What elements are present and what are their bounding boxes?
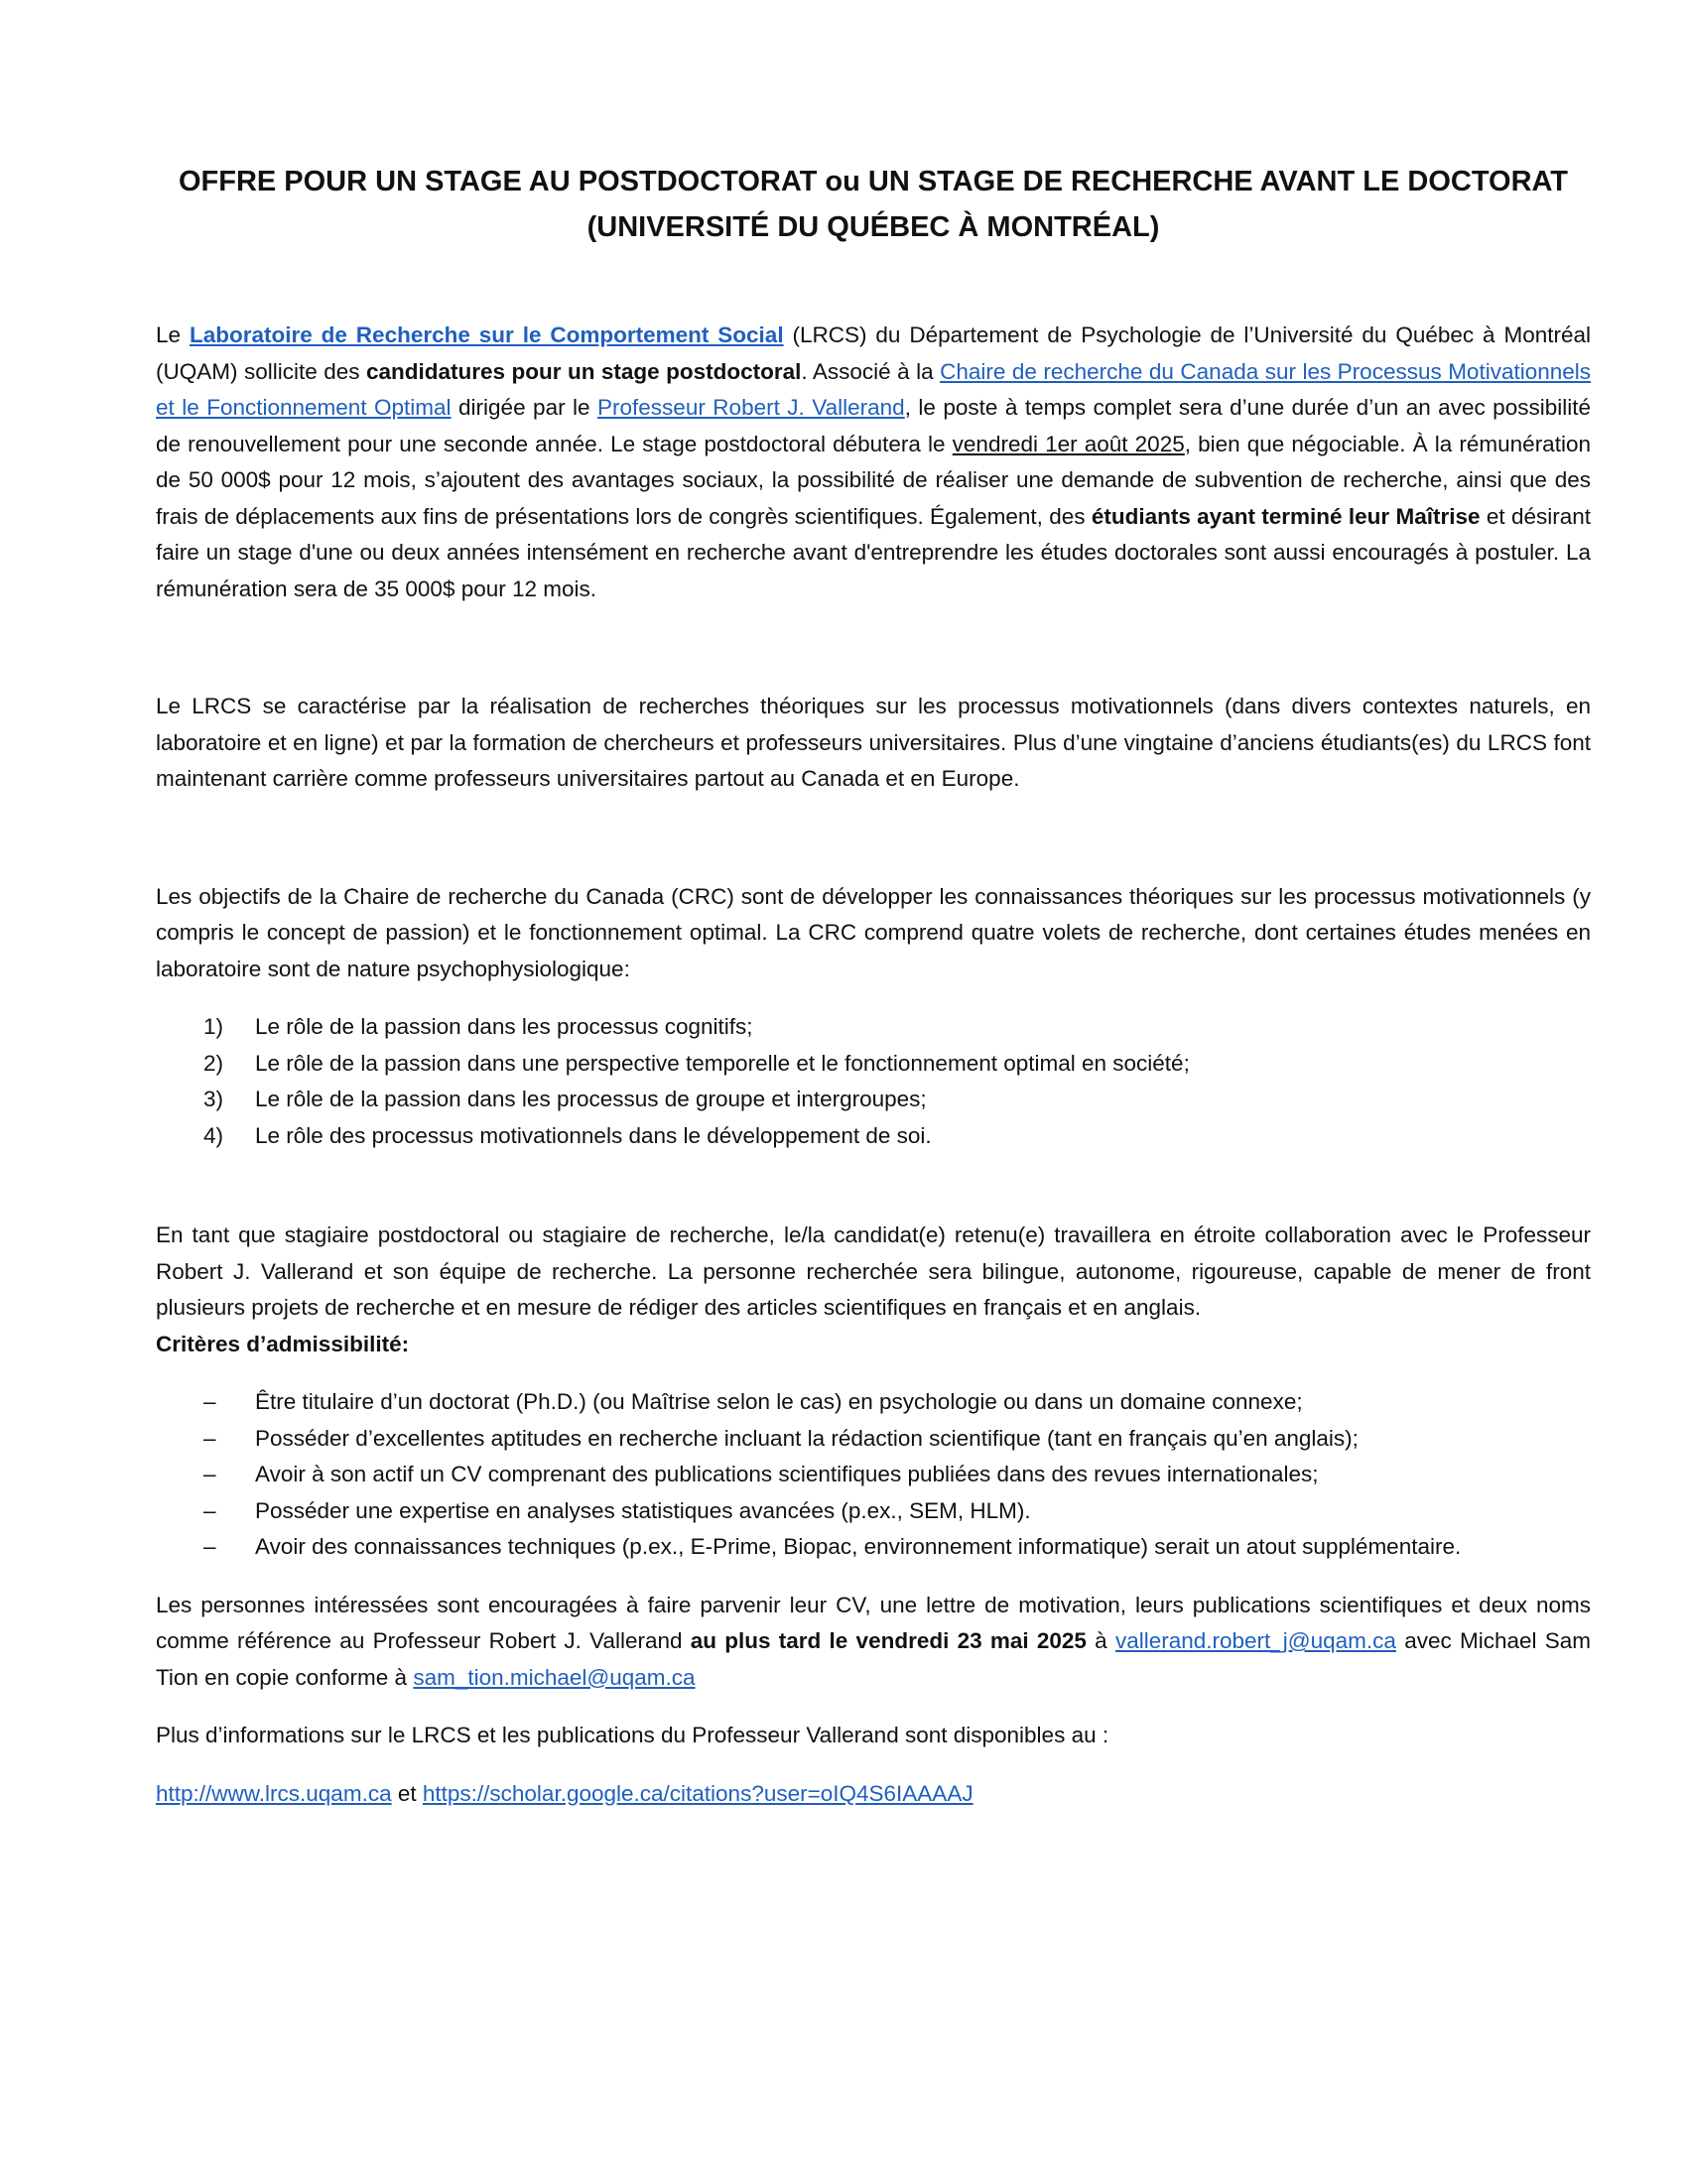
intro-text-1: Le [156, 322, 190, 347]
list-marker: 2) [203, 1050, 224, 1076]
list-item [156, 1493, 1591, 1530]
intro-text-4: dirigée par le [451, 395, 598, 420]
lrcs-paragraph: Le LRCS se caractérise par la réalisation de recherches théoriques sur les processus motivationnels (dans divers contextes naturels, en laboratoire et en ligne) et par la formation de chercheurs et professeurs universitaires. Plus d’une vingtaine d’anciens étudiants(es) du LRCS font maintenant carrière comme professeurs universitaires partout au Canada et en Europe. [156, 694, 1591, 791]
intro-bold-students: étudiants ayant terminé leur Maîtrise [1091, 503, 1481, 529]
criteria-list [156, 1384, 1591, 1566]
list-item [156, 1082, 1591, 1118]
professor-link[interactable]: Professeur Robert J. Vallerand [597, 395, 905, 420]
application-text-2: à [1086, 1628, 1115, 1653]
intro-text-7: et désirant faire un stage d'une ou deux années intensément en recherche avant d'entreprendre les études doctorales sont aussi encouragés à postuler. La rémunération sera de 35 000$ pour 12 mois. [156, 503, 1591, 601]
dash-marker: – [203, 1425, 216, 1451]
list-item-text: Posséder d’excellentes aptitudes en recherche incluant la rédaction scientifique (tant en français qu’en anglais); [255, 1425, 1359, 1451]
google-scholar-link[interactable]: https://scholar.google.ca/citations?user=oIQ4S6IAAAAJ [422, 1780, 974, 1806]
list-item-text: Avoir à son actif un CV comprenant des publications scientifiques publiées dans des revues internationales; [255, 1462, 1319, 1486]
list-item [156, 1046, 1591, 1083]
email-sam-tion-link[interactable]: sam_tion.michael@uqam.ca [413, 1664, 696, 1690]
list-item [156, 1384, 1591, 1421]
list-item-text: Le rôle de la passion dans les processus cognitifs; [255, 1014, 753, 1039]
list-item-text: Posséder une expertise en analyses statistiques avancées (p.ex., SEM, HLM). [255, 1497, 1031, 1523]
list-item [156, 1009, 1591, 1046]
criteria-heading: Critères d’admissibilité: [156, 1331, 410, 1356]
page-title: OFFRE POUR UN STAGE AU POSTDOCTORAT ou UN STAGE DE RECHERCHE AVANT LE DOCTORAT (UNIVERSITÉ DU QUÉBEC À MONTRÉAL) [178, 166, 1569, 243]
list-item [156, 1457, 1591, 1493]
list-marker: 1) [203, 1014, 224, 1039]
dash-marker: – [203, 1497, 216, 1523]
list-item-text: Le rôle de la passion dans les processus de groupe et intergroupes; [255, 1087, 927, 1111]
intro-text-3: . Associé à la [801, 358, 941, 384]
dash-marker: – [203, 1534, 216, 1559]
start-date: vendredi 1er août 2025 [952, 431, 1185, 456]
dash-marker: – [203, 1389, 216, 1414]
document-page [156, 159, 1591, 1812]
lrcs-website-link[interactable]: http://www.lrcs.uqam.ca [156, 1780, 392, 1806]
chair-link[interactable]: Chaire de recherche du Canada sur les Processus Motivationnels et le Fonctionnement Optimal [156, 358, 1592, 420]
research-axes-list [156, 1009, 1591, 1154]
list-marker: 3) [203, 1087, 224, 1111]
list-item [156, 1529, 1591, 1566]
links-separator: et [391, 1780, 423, 1806]
list-item-text: Le rôle des processus motivationnels dans le développement de soi. [255, 1122, 932, 1148]
list-item-text: Le rôle de la passion dans une perspective temporelle et le fonctionnement optimal en société; [255, 1050, 1190, 1076]
more-info-paragraph: Plus d’informations sur le LRCS et les publications du Professeur Vallerand sont disponibles au : [156, 1723, 1109, 1747]
email-vallerand-link[interactable]: vallerand.robert_j@uqam.ca [1114, 1628, 1396, 1653]
intro-text-5: , le poste à temps complet sera d’une durée d’un an avec possibilité de renouvellement pour une seconde année. Le stage postdoctoral débutera le [156, 395, 1591, 456]
list-item-text: Avoir des connaissances techniques (p.ex., E-Prime, Biopac, environnement informatique) serait un atout supplémentaire. [255, 1534, 1462, 1559]
application-paragraph [156, 1588, 1591, 1697]
intro-bold-candidatures: candidatures pour un stage postdoctoral [365, 358, 802, 384]
list-item [156, 1118, 1591, 1155]
intro-paragraph [156, 318, 1591, 607]
deadline: au plus tard le vendredi 23 mai 2025 [690, 1628, 1087, 1653]
links-paragraph [156, 1776, 1591, 1813]
list-item [156, 1421, 1591, 1458]
list-item-text: Être titulaire d’un doctorat (Ph.D.) (ou Maîtrise selon le cas) en psychologie ou dans un domaine connexe; [255, 1389, 1303, 1414]
lab-link[interactable]: Laboratoire de Recherche sur le Comportement Social [189, 322, 784, 347]
intro-text-2: (LRCS) du Département de Psychologie de l’Université du Québec à Montréal (UQAM) sollicite des [156, 322, 1591, 384]
application-text-1: Les personnes intéressées sont encouragées à faire parvenir leur CV, une lettre de motivation, leurs publications scientifiques et deux noms comme référence au Professeur Robert J. Vallerand [156, 1592, 1591, 1653]
objectives-paragraph: Les objectifs de la Chaire de recherche du Canada (CRC) sont de développer les connaissances théoriques sur les processus motivationnels (y compris le concept de passion) et le fonctionnement optimal. La CRC comprend quatre volets de recherche, dont certaines études menées en laboratoire sont de nature psychophysiologique: [156, 883, 1591, 981]
application-text-3: avec Michael Sam Tion en copie conforme à [156, 1628, 1592, 1690]
dash-marker: – [203, 1462, 216, 1486]
intro-text-6: , bien que négociable. À la rémunération de 50 000$ pour 12 mois, s’ajoutent des avantages sociaux, la possibilité de réaliser une demande de subvention de recherche, ainsi que des frais de déplacements aux fins de présentations lors de congrès scientifiques. Également, des [156, 431, 1591, 529]
list-marker: 4) [203, 1122, 224, 1148]
role-paragraph: En tant que stagiaire postdoctoral ou stagiaire de recherche, le/la candidat(e) retenu(e) travaillera en étroite collaboration avec le Professeur Robert J. Vallerand et son équipe de recherche. La personne recherchée sera bilingue, autonome, rigoureuse, capable de mener de front plusieurs projets de recherche et en mesure de rédiger des articles scientifiques en français et en anglais. [156, 1222, 1591, 1320]
